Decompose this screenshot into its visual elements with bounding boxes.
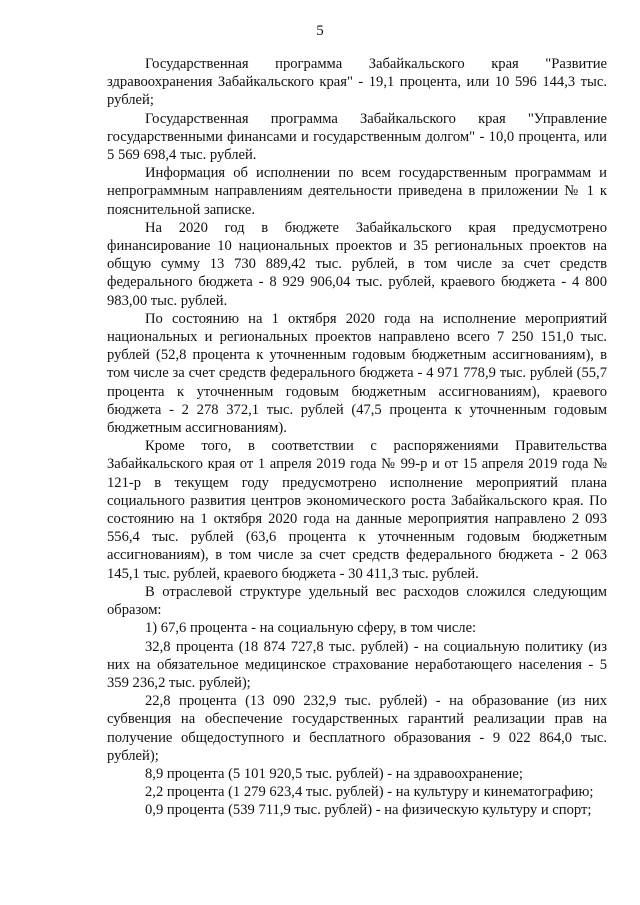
list-item-social-sphere: 1) 67,6 процента - на социальную сферу, в том числе: xyxy=(145,620,477,637)
paragraph-health-program: Государственная программа Забайкальского края "Развитие здравоохранения Забайкальского края" - 19,1 процента, или 10 596 144,3 тыс. рублей; xyxy=(107,56,607,109)
paragraph-national-projects: На 2020 год в бюджете Забайкальского края предусмотрено финансирование 10 национальных проектов и 35 региональных проектов на общую сумму 13 730 889,42 тыс. рублей, в том числе за счет средств федерального бюджета - 8 929 906,04 тыс. рублей, краевого бюджета - 4 800 983,00 тыс. рублей. xyxy=(107,219,607,309)
document-body xyxy=(107,55,607,820)
list-item-healthcare: 8,9 процента (5 101 920,5 тыс. рублей) - на здравоохранение; xyxy=(145,765,523,782)
list-item-education: 22,8 процента (13 090 232,9 тыс. рублей) - на образование (из них субвенция на обеспечение государственных гарантий реализации прав на получение общедоступного и бесплатного образования - 9 022 864,0 тыс. рублей); xyxy=(107,693,607,764)
list-item-sport: 0,9 процента (539 711,9 тыс. рублей) - на физическую культуру и спорт; xyxy=(145,802,592,819)
paragraph-sector-structure: В отраслевой структуре удельный вес расходов сложился следующим образом: xyxy=(107,583,607,619)
page-number: 5 xyxy=(316,23,324,39)
paragraph-appendix-info: Информация об исполнении по всем государственным программам и непрограммным направлениям деятельности приведена в приложении № 1 к пояснительной записке. xyxy=(107,165,607,218)
paragraph-finance-program: Государственная программа Забайкальского края "Управление государственными финансами и государственным долгом" - 10,0 процента, или 5 569 698,4 тыс. рублей. xyxy=(107,110,607,164)
paragraph-projects-execution: По состоянию на 1 октября 2020 года на исполнение мероприятий национальных и региональных проектов направлено всего 7 250 151,0 тыс. рублей (52,8 процента к уточненным годовым бюджетным ассигнованиям), в том числе за счет средств федерального бюджета - 4 971 778,9 тыс. рублей (55,7 процента к уточненным годовым бюджетным ассигнованиям), краевого бюджета - 2 278 372,1 тыс. рублей (47,5 процента к уточненным годовым бюджетным ассигнованиям). xyxy=(107,310,607,437)
list-item-social-policy: 32,8 процента (18 874 727,8 тыс. рублей) - на социальную политику (из них на обязательное медицинское страхование неработающего населения - 5 359 236,2 тыс. рублей); xyxy=(107,638,607,691)
paragraph-growth-centers: Кроме того, в соответствии с распоряжениями Правительства Забайкальского края от 1 апреля 2019 года № 99-р и от 15 апреля 2019 года № 121-р в текущем году предусмотрено исполнение мероприятий плана социального развития центров экономического роста Забайкальского края. По состоянию на 1 октября 2020 года на данные мероприятия направлено 2 093 556,4 тыс. рублей (63,6 процента к уточненным годовым бюджетным ассигнованиям), в том числе за счет средств федерального бюджета - 2 063 145,1 тыс. рублей, краевого бюджета - 30 411,3 тыс. рублей. xyxy=(107,438,607,582)
list-item-culture: 2,2 процента (1 279 623,4 тыс. рублей) - на культуру и кинематографию; xyxy=(145,784,594,801)
